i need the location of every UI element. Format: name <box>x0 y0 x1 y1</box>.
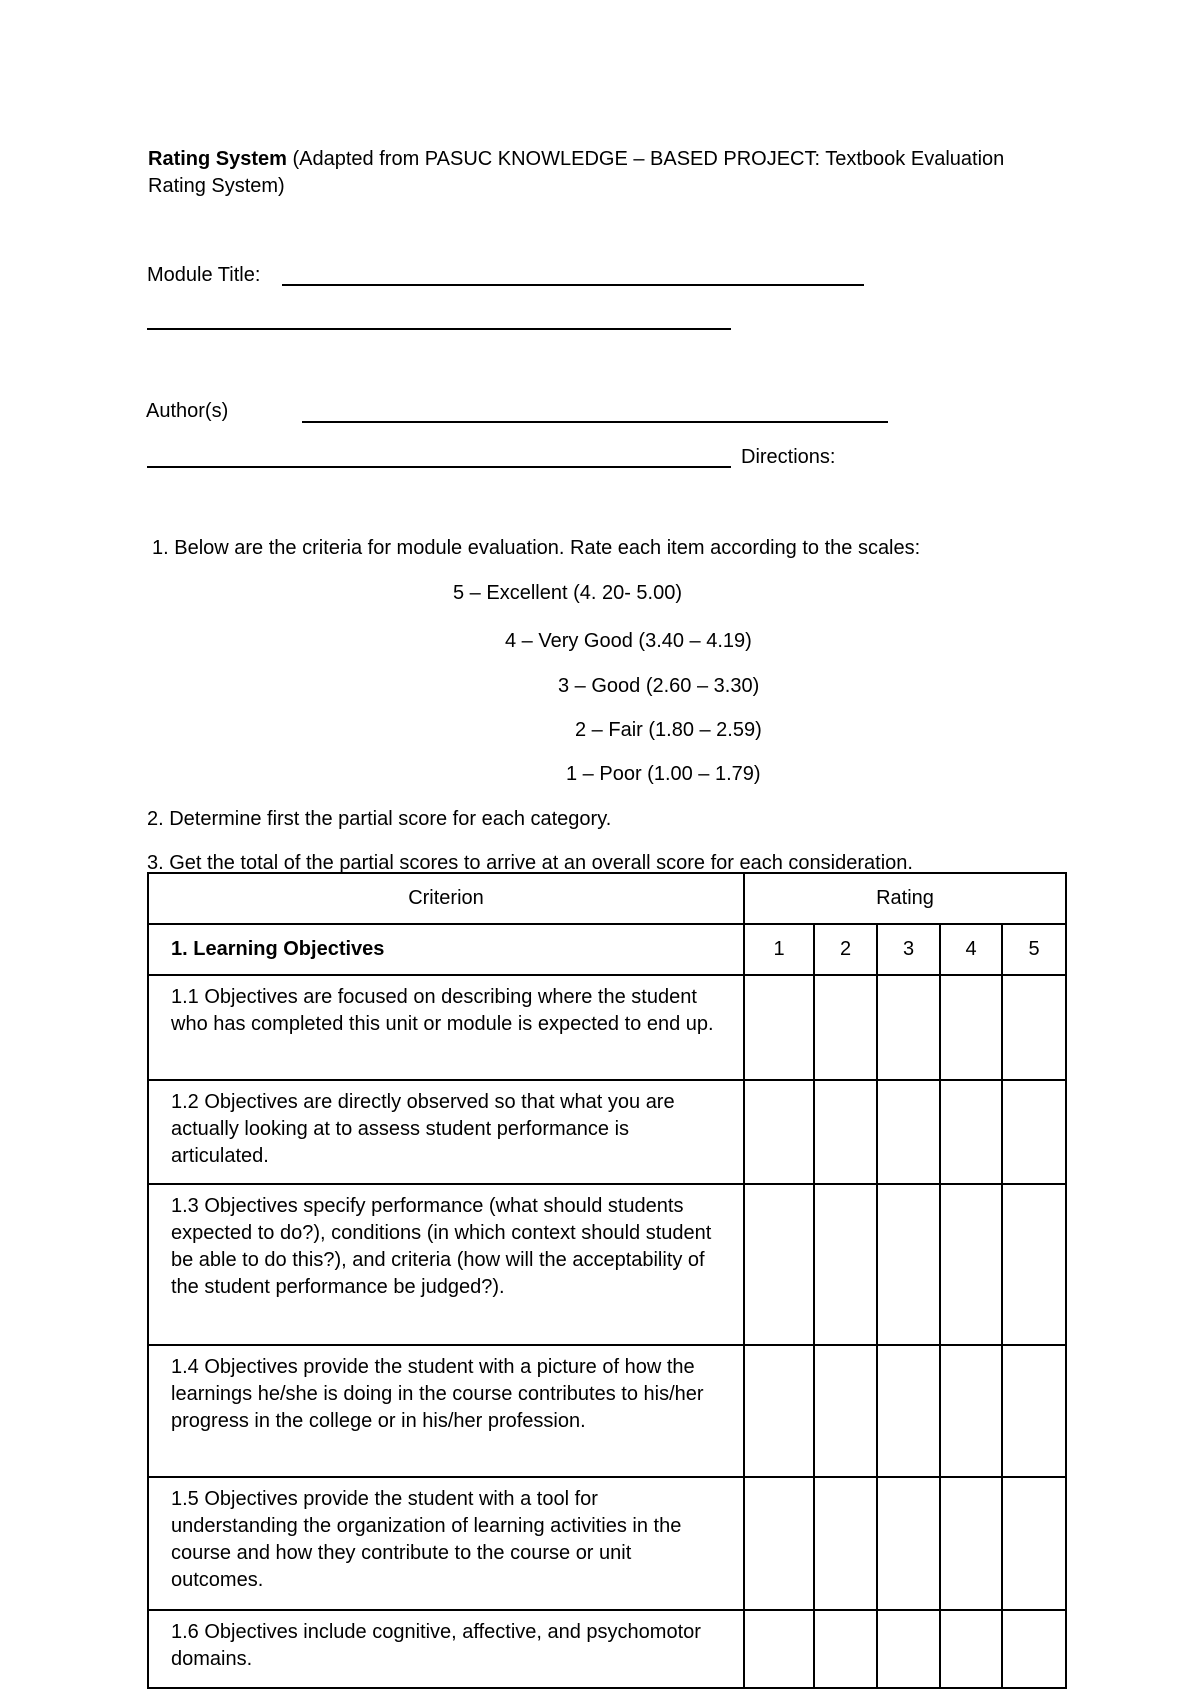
table-header-row <box>148 873 1066 924</box>
rating-cell[interactable] <box>877 1610 940 1688</box>
module-title-line-2 <box>147 328 731 330</box>
table-row <box>148 1080 1066 1184</box>
rating-cell[interactable] <box>744 1477 814 1610</box>
table-row <box>148 1610 1066 1688</box>
criterion-1-1: 1.1 Objectives are focused on describing where the student who has completed this unit or module is expected to end up. <box>148 975 744 1080</box>
scale-very-good: 4 – Very Good (3.40 – 4.19) <box>505 630 752 652</box>
direction-item-2: 2. Determine first the partial score for each category. <box>147 808 612 830</box>
table-row <box>148 1477 1066 1610</box>
scale-fair: 2 – Fair (1.80 – 2.59) <box>575 719 762 741</box>
rating-cell[interactable] <box>814 1184 877 1345</box>
criterion-1-6: 1.6 Objectives include cognitive, affective, and psychomotor domains. <box>148 1610 744 1688</box>
rating-cell[interactable] <box>744 1345 814 1477</box>
criterion-header: Criterion <box>148 873 744 924</box>
scale-poor: 1 – Poor (1.00 – 1.79) <box>566 763 761 785</box>
rating-cell[interactable] <box>940 1184 1002 1345</box>
rating-col-3: 3 <box>877 924 940 975</box>
module-title-line-1 <box>282 284 864 286</box>
rating-cell[interactable] <box>940 1477 1002 1610</box>
direction-item-1: 1. Below are the criteria for module evaluation. Rate each item according to the scales: <box>152 537 921 559</box>
rating-cell[interactable] <box>1002 1477 1066 1610</box>
section-row <box>148 924 1066 975</box>
rating-cell[interactable] <box>940 1610 1002 1688</box>
authors-line-2 <box>147 466 731 468</box>
rating-col-5: 5 <box>1002 924 1066 975</box>
evaluation-table <box>147 872 1067 1689</box>
rating-cell[interactable] <box>1002 975 1066 1080</box>
table-row <box>148 1184 1066 1345</box>
rating-cell[interactable] <box>1002 1184 1066 1345</box>
rating-col-4: 4 <box>940 924 1002 975</box>
scale-excellent: 5 – Excellent (4. 20- 5.00) <box>453 582 683 604</box>
rating-cell[interactable] <box>877 1477 940 1610</box>
rating-cell[interactable] <box>814 1610 877 1688</box>
directions-label: Directions: <box>741 446 836 468</box>
table-row <box>148 975 1066 1080</box>
rating-cell[interactable] <box>744 1080 814 1184</box>
rating-cell[interactable] <box>744 1610 814 1688</box>
rating-col-2: 2 <box>814 924 877 975</box>
criterion-1-2: 1.2 Objectives are directly observed so that what you are actually looking at to assess student performance is articulated. <box>148 1080 744 1184</box>
rating-cell[interactable] <box>940 1080 1002 1184</box>
rating-cell[interactable] <box>877 1345 940 1477</box>
section-title: 1. Learning Objectives <box>148 924 744 975</box>
direction-item-3: 3. Get the total of the partial scores to arrive at an overall score for each consideration. <box>147 852 913 874</box>
criterion-1-4: 1.4 Objectives provide the student with a picture of how the learnings he/she is doing in the course contributes to his/her progress in the college or in his/her profession. <box>148 1345 744 1477</box>
rating-cell[interactable] <box>1002 1345 1066 1477</box>
criterion-1-5: 1.5 Objectives provide the student with a tool for understanding the organization of learning activities in the course and how they contribute to the course or unit outcomes. <box>148 1477 744 1610</box>
rating-cell[interactable] <box>877 1080 940 1184</box>
authors-label: Author(s) <box>146 400 229 422</box>
rating-header: Rating <box>744 873 1066 924</box>
scale-good: 3 – Good (2.60 – 3.30) <box>558 675 760 697</box>
rating-cell[interactable] <box>814 1345 877 1477</box>
rating-cell[interactable] <box>1002 1610 1066 1688</box>
rating-cell[interactable] <box>814 1080 877 1184</box>
table-row <box>148 1345 1066 1477</box>
rating-cell[interactable] <box>1002 1080 1066 1184</box>
document-heading <box>148 146 1048 200</box>
rating-cell[interactable] <box>744 1184 814 1345</box>
rating-cell[interactable] <box>744 975 814 1080</box>
rating-cell[interactable] <box>814 1477 877 1610</box>
authors-line-1 <box>302 421 888 423</box>
rating-col-1: 1 <box>744 924 814 975</box>
rating-cell[interactable] <box>940 975 1002 1080</box>
heading-rest: (Adapted from PASUC KNOWLEDGE – BASED PROJECT: Textbook Evaluation Rating System) <box>148 148 1005 197</box>
heading-bold: Rating System <box>148 148 287 170</box>
rating-cell[interactable] <box>940 1345 1002 1477</box>
module-title-label: Module Title: <box>147 264 261 286</box>
rating-cell[interactable] <box>877 975 940 1080</box>
criterion-1-3: 1.3 Objectives specify performance (what should students expected to do?), conditions (in which context should student be able to do this?), and criteria (how will the acceptability of the student performance be judged?). <box>148 1184 744 1345</box>
rating-cell[interactable] <box>814 975 877 1080</box>
rating-cell[interactable] <box>877 1184 940 1345</box>
